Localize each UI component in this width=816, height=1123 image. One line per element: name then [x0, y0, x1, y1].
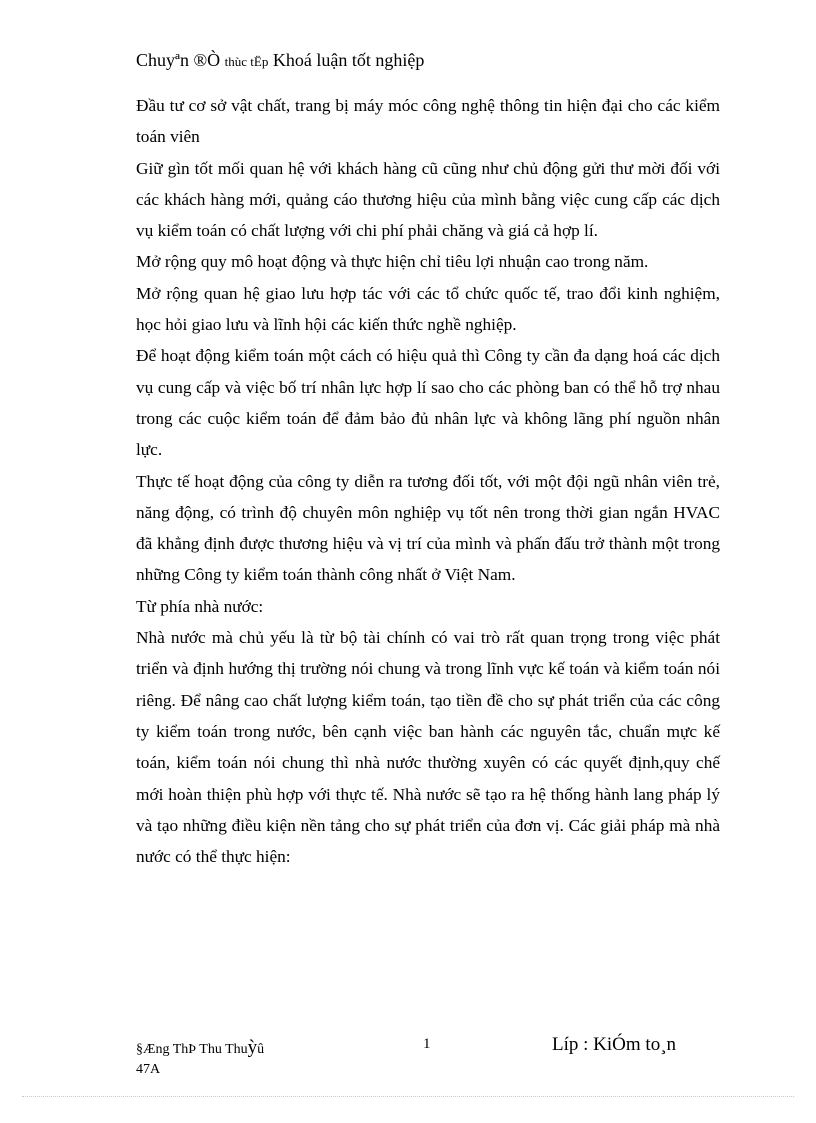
page-break-divider	[22, 1096, 794, 1097]
paragraph: Đầu tư cơ sở vật chất, trang bị máy móc công nghệ thông tin hiện đại cho các kiểm toán viên	[136, 96, 720, 147]
author-class-code: 47A	[136, 1062, 161, 1077]
footer-author	[136, 1038, 264, 1080]
footer-class-label: Líp : KiÓm to¸n	[552, 1034, 677, 1055]
paragraph: Nhà nước mà chủ yếu là từ bộ tài chính có vai trò rất quan trọng trong việc phát triển và định hướng thị trường nói chung và trong lĩnh vực kế toán và kiểm toán nói riêng. Để nâng cao chất lượng kiểm toán, tạo tiền đề cho sự phát triển của các công ty kiểm toán trong nước, bên cạnh việc ban hành các nguyên tắc, chuẩn mực kế toán, kiểm toán nói chung thì nhà nước thường xuyên có các quyết định,quy chế mới hoàn thiện phù hợp với thực tế. Nhà nước sẽ tạo ra hệ thống hành lang pháp lý và tạo những điều kiện nền tảng cho sự phát triển của đơn vị. Các giải pháp mà nhà nước có thể thực hiện:	[136, 628, 720, 867]
header-title-part3: Khoá luận tốt nghiệp	[272, 50, 425, 70]
author-name-glyph: ỳ	[247, 1037, 258, 1058]
author-name-tail: û	[257, 1042, 265, 1057]
paragraph: Thực tế hoạt động của công ty diễn ra tương đối tốt, với một đội ngũ nhân viên trẻ, năng động, có trình độ chuyên môn nghiệp vụ tốt nên trong thời gian ngắn HVAC đã khẳng định được thương hiệu và vị trí của mình và phấn đấu trở thành một trong những Công ty kiểm toán thành công nhất ở Việt Nam.	[136, 471, 720, 585]
header-title-part1: Chuyªn ®Ò	[136, 50, 221, 70]
header-title-part2: thùc tËp	[224, 54, 269, 69]
paragraph: Giữ gìn tốt mối quan hệ với khách hàng cũ cũng như chủ động gửi thư mời đối với các khách hàng mới, quảng cáo thương hiệu của mình bằng việc cung cấp các dịch vụ kiểm toán có chất lượng với chi phí phải chăng và giá cả hợp lí.	[136, 158, 720, 241]
body-text	[136, 90, 720, 872]
author-name: §Æng ThÞ Thu Thu	[136, 1042, 248, 1057]
page-header	[136, 50, 424, 71]
section-heading: Từ phía nhà nước:	[136, 596, 264, 616]
paragraph: Mở rộng quy mô hoạt động và thực hiện chỉ tiêu lợi nhuận cao trong năm.	[136, 252, 649, 272]
page-number: 1	[423, 1036, 431, 1052]
paragraph: Để hoạt động kiểm toán một cách có hiệu quả thì Công ty cần đa dạng hoá các dịch vụ cung cấp và việc bố trí nhân lực hợp lí sao cho các phòng ban có thể hỗ trợ nhau trong các cuộc kiểm toán để đảm bảo đủ nhân lực và không lãng phí nguồn nhân lực.	[136, 346, 720, 460]
paragraph: Mở rộng quan hệ giao lưu hợp tác với các tổ chức quốc tế, trao đổi kinh nghiệm, học hỏi giao lưu và lĩnh hội các kiến thức nghề nghiệp.	[136, 283, 720, 335]
